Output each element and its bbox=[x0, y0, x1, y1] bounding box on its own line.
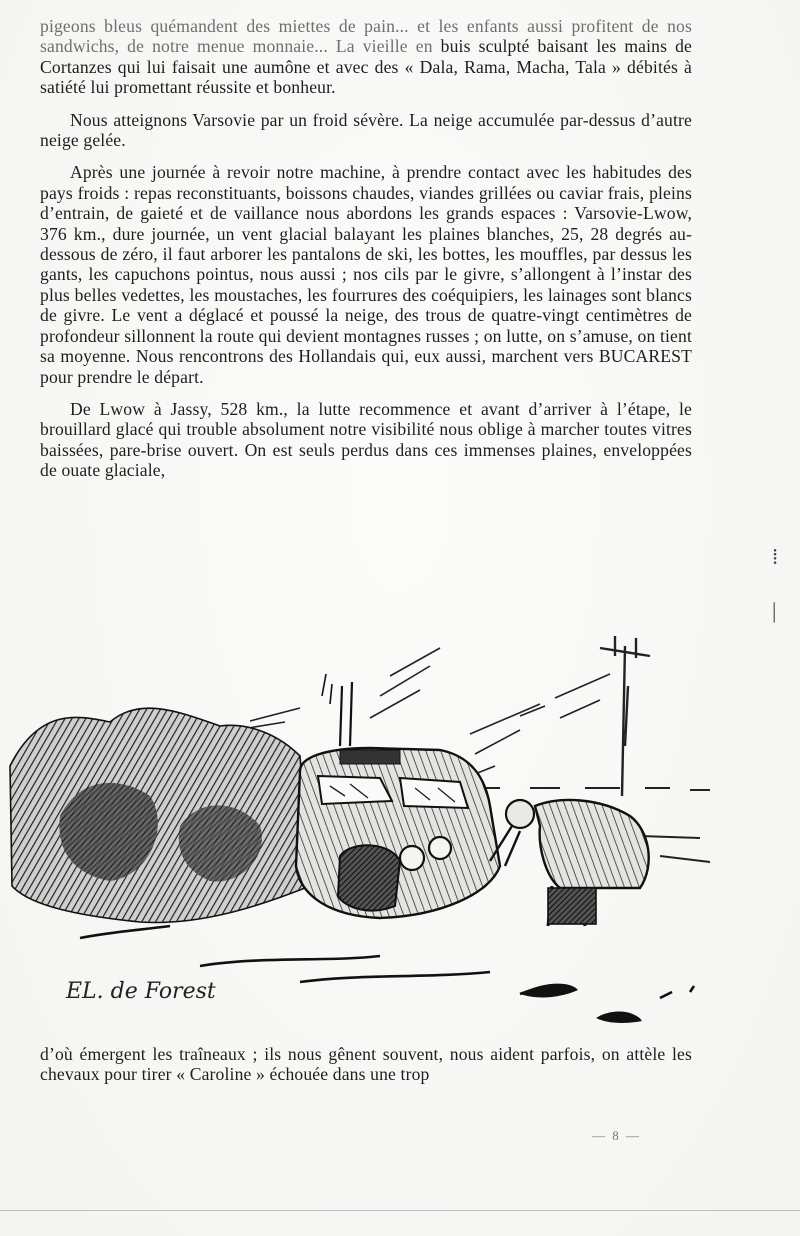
paragraph-1-text: buis sculpté baisant les mains de Cortanzes qui lui faisait une aumône et avec des « Dala, Rama, Macha, Tala » débités à satiété lui promettant réussite et bonheur. bbox=[40, 36, 692, 98]
headlight-left bbox=[400, 846, 424, 870]
forest bbox=[10, 708, 310, 922]
paragraph-1-faded-text: pigeons bleus quémandent des miettes de pain... et les enfants aussi profitent de nos sandwichs, de notre menue monnaie... La vieille en bbox=[40, 16, 692, 57]
paragraph-5: d’où émergent les traîneaux ; ils nous gênent souvent, nous aident parfois, on attèle les chevaux pour tirer « Caroline » échouée dans une trop bbox=[40, 1044, 692, 1085]
car bbox=[296, 674, 500, 918]
exhaust-pipe bbox=[340, 682, 352, 746]
paragraph-1 bbox=[40, 16, 692, 98]
snow-clump-2 bbox=[596, 1012, 642, 1023]
paragraph-3: Après une journée à revoir notre machine, à prendre contact avec les habitudes des pays froids : repas reconstituants, boissons chaudes, viandes grillées ou caviar frais, pleins d’entrain, de gaieté et de vaillance nous abordons les grands espaces : Varsovie-Lwow, 376 km., dure journée, un vent glacial balayant les plaines blanches, 25, 28 degrés au-dessous de zéro, il faut arborer les pantalons de ski, les bottes, les mouffles, par dessus les gants, les capuchons pointus, nous aussi ; nos cils par le givre, s’allongent à l’instar des plus belles vedettes, les moustaches, les fourrures des coéquipiers, les lainages sont blancs de givre. Le vent a déglacé et poussé la neige, des trous de quatre-vingt centimètres de profondeur sillonnent la route qui devient montagnes russes ; on lutte, on s’amuse, on tient sa moyenne. Nous rencontrons des Hollandais qui, eux aussi, marchent vers BUCAREST pour prendre le départ. bbox=[40, 162, 692, 387]
telegraph-pole bbox=[600, 636, 650, 796]
margin-mark-upper: ⁞ bbox=[772, 544, 779, 569]
illustration-signature: EL. de Forest bbox=[66, 979, 216, 1004]
text-block-bottom bbox=[40, 1044, 692, 1097]
car-in-snow-illustration bbox=[0, 626, 800, 1032]
snow-clump bbox=[520, 984, 578, 998]
snow-ground bbox=[80, 926, 694, 1020]
roof-rack bbox=[340, 750, 400, 764]
margin-mark-lower: | bbox=[772, 598, 777, 623]
paragraph-2: Nous atteignons Varsovie par un froid sévère. La neige accumulée par-dessus d’autre neige gelée. bbox=[40, 109, 692, 151]
page-bottom-edge bbox=[0, 1210, 800, 1211]
headlight-right bbox=[429, 837, 451, 859]
crew-member bbox=[490, 800, 649, 926]
paragraph-4: De Lwow à Jassy, 528 km., la lutte recommence et avant d’arriver à l’étape, le brouillard glacé qui trouble absolument notre visibilité nous oblige à marcher toutes vitres baissées, pare-brise ouvert. On est seuls perdus dans ces immenses plaines, enveloppées de ouate glaciale, bbox=[40, 398, 692, 481]
text-block-top bbox=[40, 16, 692, 493]
page-number: — 8 — bbox=[592, 1128, 641, 1143]
